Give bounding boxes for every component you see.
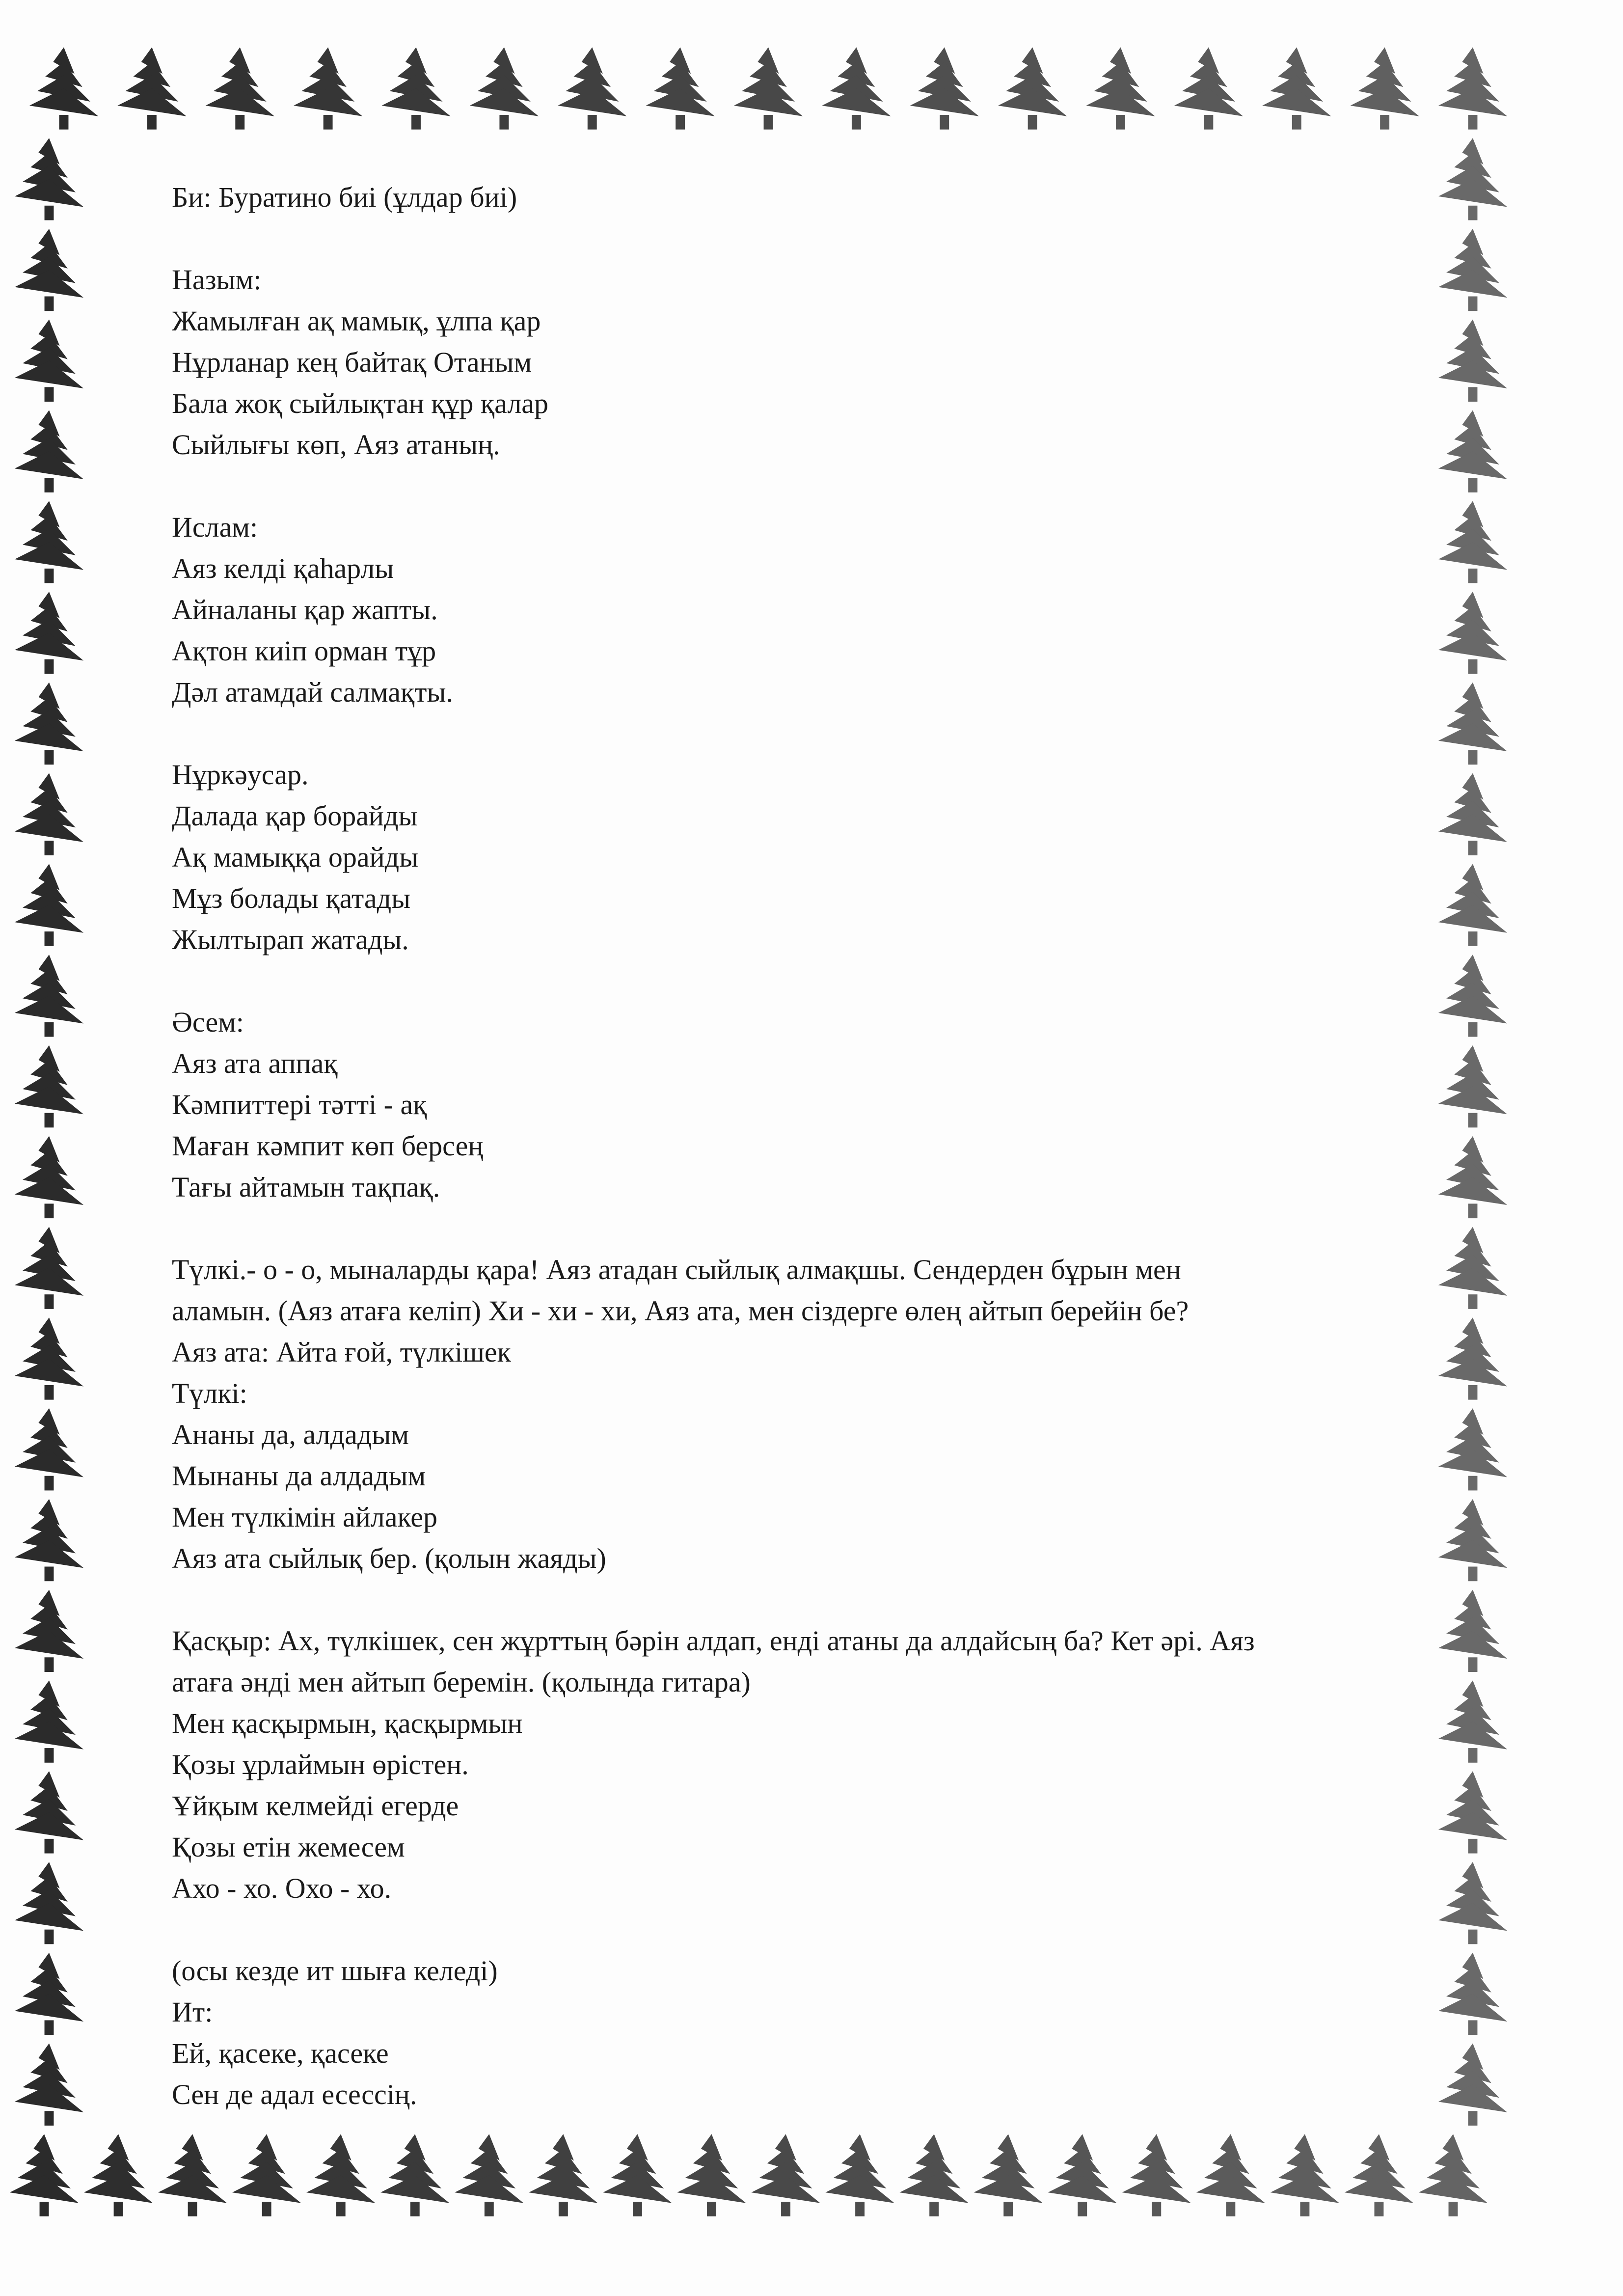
fir-tree-icon (1438, 320, 1507, 402)
text-line: Қозы етін жемесем (172, 1831, 405, 1863)
text-line: Аяз ата: Айта ғой, түлкішек (172, 1336, 511, 1368)
fir-tree-icon (899, 2134, 968, 2216)
fir-tree-icon (15, 2044, 83, 2126)
text-line: Қасқыр: Ах, түлкішек, сен жұрттың бәрін алдап, енді атаны да алдайсың ба? Кет әрі. Аяз (172, 1625, 1255, 1657)
fir-tree-icon (455, 2134, 523, 2216)
text-line: (осы кезде ит шыға келеді) (172, 1955, 498, 1987)
section-gap (172, 465, 1448, 507)
fir-tree-icon (380, 2134, 449, 2216)
fir-tree-icon (1438, 864, 1507, 946)
fir-tree-icon (1438, 773, 1507, 855)
fir-tree-icon (1438, 501, 1507, 583)
fir-tree-icon (1271, 2134, 1339, 2216)
fir-tree-icon (15, 864, 83, 946)
fir-tree-icon (1438, 1771, 1507, 1853)
text-line: Қозы ұрлаймын өрістен. (172, 1749, 469, 1780)
fir-tree-icon (29, 47, 98, 129)
text-line: Мұз болады қатады (172, 882, 411, 914)
section-gap (172, 1208, 1448, 1249)
text-line: Ей, қасеке, қасеке (172, 2037, 389, 2069)
fir-tree-icon (15, 1680, 83, 1762)
fir-tree-icon (1174, 47, 1243, 129)
text-section (172, 177, 1448, 218)
section-gap (172, 1909, 1448, 1950)
fir-tree-icon (1419, 2134, 1488, 2216)
text-line: Ақ мамыққа орайды (172, 841, 419, 873)
fir-tree-icon (603, 2134, 672, 2216)
fir-tree-icon (1438, 1317, 1507, 1399)
text-section (172, 1249, 1448, 1579)
fir-tree-icon (306, 2134, 375, 2216)
fir-tree-icon (1438, 1136, 1507, 1218)
fir-tree-icon (1438, 1227, 1507, 1309)
text-line: Нұркәусар. (172, 759, 309, 791)
fir-tree-icon (15, 1136, 83, 1218)
fir-tree-icon (1048, 2134, 1117, 2216)
fir-tree-icon (117, 47, 186, 129)
text-line: Аяз ата сыйлық бер. (қолын жаяды) (172, 1542, 606, 1574)
fir-tree-icon (15, 1227, 83, 1309)
fir-tree-icon (1438, 1499, 1507, 1581)
fir-tree-icon (15, 1590, 83, 1672)
fir-tree-icon (15, 1408, 83, 1490)
fir-tree-icon (1438, 1953, 1507, 2035)
text-line: Би: Буратино биі (ұлдар биі) (172, 181, 517, 213)
fir-tree-icon (677, 2134, 746, 2216)
fir-tree-icon (15, 1771, 83, 1853)
text-section (172, 259, 1448, 465)
fir-tree-icon (1438, 229, 1507, 311)
text-line: Кәмпиттері тәтті - ақ (172, 1089, 427, 1121)
fir-tree-icon (15, 683, 83, 765)
text-line: Назым: (172, 264, 262, 296)
fir-tree-icon (470, 47, 539, 129)
fir-tree-icon (1438, 2044, 1507, 2126)
fir-tree-icon (15, 1862, 83, 1944)
fir-tree-icon (1345, 2134, 1413, 2216)
fir-tree-icon (1438, 1862, 1507, 1944)
fir-tree-icon (15, 229, 83, 311)
fir-tree-icon (15, 1953, 83, 2035)
fir-tree-icon (822, 47, 891, 129)
section-gap (172, 1579, 1448, 1620)
fir-tree-icon (1438, 1680, 1507, 1762)
fir-tree-icon (1438, 47, 1507, 129)
text-line: Сыйлығы көп, Аяз атаның. (172, 429, 500, 461)
text-line: Аяз ата аппақ (172, 1047, 338, 1079)
fir-tree-icon (1438, 1045, 1507, 1127)
fir-tree-icon (646, 47, 714, 129)
fir-tree-icon (1438, 1408, 1507, 1490)
text-line: Маған кәмпит көп берсең (172, 1130, 484, 1162)
text-line: атаға әнді мен айтып беремін. (қолында гитара) (172, 1666, 751, 1698)
text-line: Түлкі: (172, 1377, 247, 1409)
text-line: Тағы айтамын тақпақ. (172, 1171, 440, 1203)
fir-tree-icon (1438, 955, 1507, 1037)
fir-tree-icon (15, 1317, 83, 1399)
fir-tree-icon (15, 501, 83, 583)
fir-tree-icon (1196, 2134, 1265, 2216)
text-line: Ананы да, алдадым (172, 1419, 409, 1450)
fir-tree-icon (529, 2134, 597, 2216)
fir-tree-icon (734, 47, 803, 129)
text-section (172, 754, 1448, 960)
fir-tree-icon (10, 2134, 79, 2216)
text-line: Ақтон киіп орман тұр (172, 635, 436, 667)
fir-tree-icon (1438, 410, 1507, 492)
fir-tree-icon (558, 47, 626, 129)
fir-tree-icon (1438, 138, 1507, 220)
fir-tree-icon (825, 2134, 894, 2216)
fir-tree-icon (84, 2134, 153, 2216)
text-line: Ит: (172, 1996, 213, 2028)
text-line: Нұрланар кең байтақ Отаным (172, 346, 532, 378)
text-line: Ахо - хо. Охо - хо. (172, 1872, 392, 1904)
text-line: Жамылған ақ мамық, ұлпа қар (172, 305, 541, 337)
fir-tree-icon (15, 773, 83, 855)
text-line: Мен түлкімін айлакер (172, 1501, 437, 1533)
fir-tree-icon (158, 2134, 227, 2216)
text-section (172, 1620, 1448, 1909)
fir-tree-icon (998, 47, 1067, 129)
text-line: Әсем: (172, 1006, 244, 1038)
text-line: Дәл атамдай салмақты. (172, 676, 453, 708)
fir-tree-icon (751, 2134, 820, 2216)
text-section (172, 507, 1448, 713)
fir-tree-icon (294, 47, 362, 129)
fir-tree-icon (206, 47, 274, 129)
fir-tree-icon (1350, 47, 1419, 129)
fir-tree-icon (15, 1499, 83, 1581)
text-line: Жылтырап жатады. (172, 924, 409, 956)
text-line: аламын. (Аяз атаға келіп) Хи - хи - хи, Аяз ата, мен сіздерге өлең айтып берейін бе? (172, 1295, 1189, 1327)
fir-tree-icon (974, 2134, 1042, 2216)
text-line: Ұйқым келмейді егерде (172, 1790, 459, 1822)
fir-tree-icon (15, 410, 83, 492)
text-line: Далада қар борайды (172, 800, 418, 832)
text-section (172, 1950, 1448, 2115)
section-gap (172, 218, 1448, 259)
section-gap (172, 960, 1448, 1002)
fir-tree-icon (910, 47, 979, 129)
fir-tree-icon (15, 955, 83, 1037)
text-line: Түлкі.- о - о, мыналарды қара! Аяз атадан сыйлық алмақшы. Сендерден бұрын мен (172, 1254, 1181, 1285)
text-line: Мен қасқырмын, қасқырмын (172, 1707, 523, 1739)
fir-tree-icon (15, 1045, 83, 1127)
fir-tree-icon (381, 47, 450, 129)
text-line: Ислам: (172, 511, 258, 543)
text-line: Айналаны қар жапты. (172, 594, 438, 626)
fir-tree-icon (1262, 47, 1331, 129)
fir-tree-icon (1438, 1590, 1507, 1672)
fir-tree-icon (1122, 2134, 1191, 2216)
text-line: Мынаны да алдадым (172, 1460, 426, 1492)
section-gap (172, 713, 1448, 754)
fir-tree-icon (1438, 683, 1507, 765)
fir-tree-icon (15, 592, 83, 674)
fir-tree-icon (15, 138, 83, 220)
text-line: Бала жоқ сыйлықтан құр қалар (172, 387, 549, 419)
fir-tree-icon (1086, 47, 1155, 129)
fir-tree-icon (232, 2134, 301, 2216)
fir-tree-icon (1438, 592, 1507, 674)
text-line: Сен де адал есессің. (172, 2078, 417, 2110)
text-section (172, 1002, 1448, 1208)
fir-tree-icon (15, 320, 83, 402)
document-text (172, 177, 1448, 2115)
text-line: Аяз келді қаһарлы (172, 552, 394, 584)
